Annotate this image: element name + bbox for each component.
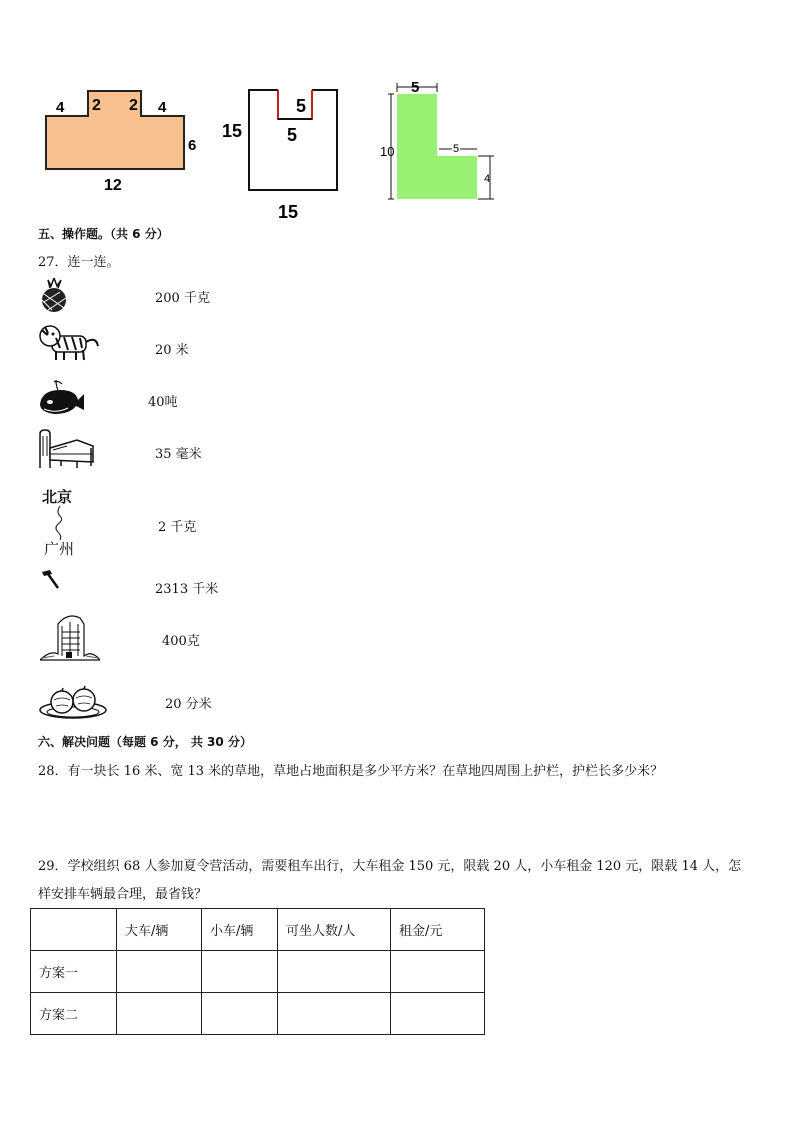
- fig1-label-right: 6: [188, 137, 197, 154]
- table-cell[interactable]: [117, 993, 202, 1035]
- table-row: [31, 993, 485, 1035]
- table-cell[interactable]: [278, 993, 391, 1035]
- question-29-line-2: 样安排车辆最合理，最省钱？: [38, 887, 208, 902]
- table-cell[interactable]: [117, 951, 202, 993]
- figure-l-shape: [380, 79, 494, 199]
- fig2-label-left: 15: [222, 121, 243, 141]
- value-label-7: 400克: [162, 634, 200, 649]
- value-label-3: 40吨: [148, 395, 178, 410]
- table-header-cell: 租金/元: [391, 909, 485, 951]
- fruit-plate-icon: [38, 682, 108, 720]
- table-cell[interactable]: [202, 993, 278, 1035]
- rental-plan-table: [30, 908, 485, 1035]
- table-header-cell: [31, 909, 117, 951]
- value-label-2: 20 米: [155, 343, 189, 358]
- tiger-icon: [36, 322, 102, 362]
- building-icon: [40, 610, 100, 662]
- figure-notched-square: [222, 90, 337, 222]
- fig3-label-right: 4: [484, 173, 491, 185]
- table-header-cell: 大车/辆: [117, 909, 202, 951]
- question-27-title: 27．连一连。: [38, 255, 120, 270]
- value-label-4: 35 毫米: [155, 447, 202, 462]
- table-cell[interactable]: [391, 951, 485, 993]
- question-29-line-1: 29．学校组织 68 人参加夏令营活动，需要租车出行，大车租金 150 元，限载 20 人，小车租金 120 元，限载 14 人，怎: [38, 859, 742, 874]
- fig1-label-step-left: 2: [92, 97, 101, 114]
- fig1-label-bottom: 12: [104, 177, 122, 194]
- fig3-label-top: 5: [411, 79, 420, 96]
- map-label-guangzhou: 广州: [44, 540, 75, 558]
- section-five-title: 五、操作题。（共 6 分）: [38, 227, 169, 241]
- table-header-row: [31, 909, 485, 951]
- pineapple-icon: [36, 276, 72, 314]
- section-six-title: 六、解决问题（每题 6 分， 共 30 分）: [38, 735, 252, 749]
- route-line-icon: [46, 504, 76, 540]
- map-route-icon: [40, 486, 82, 560]
- table-cell[interactable]: [391, 993, 485, 1035]
- fig1-label-top-left: 4: [56, 99, 65, 116]
- question-28-text: 28．有一块长 16 米、宽 13 米的草地，草地占地面积是多少平方米？在草地四周围上护栏，护栏长多少米？: [38, 764, 664, 779]
- figures-row: [0, 0, 794, 230]
- fig3-label-inner: 5: [453, 143, 460, 155]
- figure-step-shape: [46, 91, 196, 194]
- fig2-label-bottom: 15: [278, 202, 299, 222]
- value-label-6: 2313 千米: [155, 582, 219, 597]
- value-label-1: 200 千克: [155, 291, 210, 306]
- fig3-label-left: 10: [380, 144, 395, 159]
- fig2-label-notch-width: 5: [287, 125, 298, 145]
- fig2-label-notch-depth: 5: [296, 96, 307, 116]
- value-label-8: 20 分米: [165, 697, 212, 712]
- table-row-label: 方案一: [31, 951, 117, 993]
- whale-icon: [36, 378, 86, 416]
- value-label-5: 2 千克: [158, 520, 197, 535]
- table-header-cell: 小车/辆: [202, 909, 278, 951]
- nail-icon: [40, 568, 62, 592]
- bed-icon: [37, 426, 95, 470]
- fig1-label-top-right: 4: [158, 99, 167, 116]
- table-cell[interactable]: [202, 951, 278, 993]
- table-header-cell: 可坐人数/人: [278, 909, 391, 951]
- table-cell[interactable]: [278, 951, 391, 993]
- table-row-label: 方案二: [31, 993, 117, 1035]
- table-row: [31, 951, 485, 993]
- map-label-beijing: 北京: [42, 488, 73, 506]
- fig1-label-step-right: 2: [129, 97, 138, 114]
